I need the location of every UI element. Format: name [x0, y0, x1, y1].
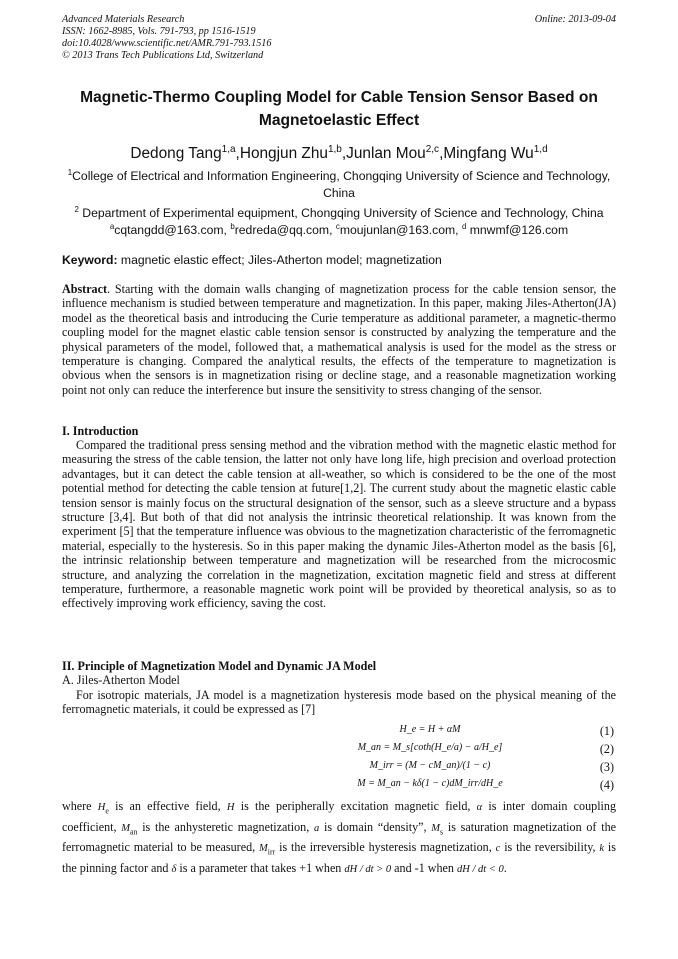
- where-text: where: [62, 799, 98, 813]
- affiliation-1-text: College of Electrical and Information Engineering, Chongqing University of Science and Technology, China: [72, 169, 611, 200]
- author-1: Dedong Tang: [130, 145, 222, 162]
- abstract: [62, 282, 616, 397]
- ja-model-subheading: A. Jiles-Atherton Model: [62, 673, 180, 687]
- var-H: H: [226, 802, 235, 813]
- var-c: c: [495, 843, 501, 854]
- paper-title: [62, 86, 616, 132]
- var-delta: δ: [171, 863, 177, 875]
- equation-1: H_e = H + αM: [399, 724, 461, 735]
- affiliation-2: [62, 205, 616, 222]
- email-a-sup: a: [109, 221, 115, 231]
- var-He-sub: e: [105, 806, 109, 816]
- principle-heading: II. Principle of Magnetization Model and Dynamic JA Model: [62, 659, 377, 673]
- where-text: .: [503, 860, 507, 875]
- equation-2-number: (2): [599, 742, 614, 756]
- var-Mirr: M: [259, 843, 268, 854]
- var-a: a: [314, 822, 320, 834]
- email-d-sup: d: [461, 221, 467, 231]
- where-text: is saturation magnetization of the ferromagnetic material to be measured,: [62, 819, 616, 854]
- author-4: ,Mingfang Wu: [439, 145, 534, 162]
- where-text: is the anhysteretic magnetization,: [137, 819, 314, 834]
- where-text: is domain “density”,: [319, 819, 432, 834]
- var-k: k: [599, 843, 605, 854]
- equation-2: M_an = M_s[coth(H_e/a) − a/H_e]: [357, 742, 503, 753]
- keywords: [62, 252, 616, 268]
- condition-positive: dH / dt > 0: [344, 863, 392, 875]
- var-Ms-sub: s: [440, 826, 444, 836]
- author-1-sup: 1,a: [221, 143, 236, 155]
- equation-4-number: (4): [599, 778, 614, 792]
- journal-name: Advanced Materials Research: [62, 14, 185, 25]
- author-4-sup: 1,d: [533, 143, 548, 155]
- affiliation-1-sup: 1: [67, 167, 73, 177]
- author-2: ,Hongjun Zhu: [235, 145, 328, 162]
- var-Ms: M: [431, 822, 441, 834]
- var-alpha: α: [476, 802, 483, 813]
- keywords-label: Keyword:: [62, 253, 118, 267]
- affiliation-1: [62, 168, 616, 202]
- email-list: [62, 222, 616, 239]
- equation-1-number: (1): [599, 724, 614, 738]
- email-2: redreda@qq.com,: [234, 223, 336, 237]
- where-text: is the peripherally excitation magnetic field,: [234, 799, 477, 813]
- online-date: Online: 2013-09-04: [534, 14, 616, 25]
- abstract-text: . Starting with the domain walls changing of magnetization process for the cable tension sensor, the influence mechanism is studied between temperature and magnetization. In this paper, making Jiles-Atherton(JA) model as the theoretical basis and introducing the Curie temperature as additional parameter, a magnetic-thermo coupling model for the magnet elastic cable tension sensor is constructed by analyzing the temperature and the physical parameters of the model, followed that, a mathematical analysis is used for the model as the stress or temperature is changing. Compared the analytical results, the effects of the temperature to magnetization is obvious when the sensors is in magnetization rising or decline stage, and a reasonable magnetization working point not only can reduce the interference but insure the sensitivity to stress changing of the sensor.: [62, 282, 616, 397]
- intro-paragraph: Compared the traditional press sensing method and the vibration method with the magnetic elastic method for measuring the stress of the cable tension, the latter not only have long life, high precision and overload protection advantages, but it can detect the cable tension at all-weather, so which is considered to be the one of the most potential method for detecting the cable tension at future[1,2]. The current study about the magnetic elastic cable tension sensor is mainly focus on the structural designation of the sensor, such as a sleeve structure and a bypass structure [3,4]. But both of that did not analysis the intrinsic theoretical relationship. It was known from the experiment [5] that the temperature influence was obvious to the magnetization characteristic of the ferromagnetic material, especially to the hysteresis. So in this paper making the dynamic Jiles-Atherton model as the basis [6], the intrinsic relationship between temperature and magnetization will be researched from the microcosmic structure, and analyzing the correlation in the magnetization, excitation magnetic field and stress at different temperature, furthermore, a reasonable magnetic work point will be provided by theoretical analysis, so as to effectively improving work efficiency, saving the cost.: [62, 438, 616, 611]
- equation-3: M_irr = (M − cM_an)/(1 − c): [369, 760, 491, 771]
- variable-definitions: [62, 797, 616, 879]
- doi-line: doi:10.4028/www.scientific.net/AMR.791-793.1516: [62, 38, 272, 49]
- author-list: [62, 144, 616, 164]
- where-text: is the irreversible hysteresis magnetization,: [275, 840, 496, 854]
- author-2-sup: 1,b: [327, 143, 342, 155]
- equation-4: M = M_an − kδ(1 − c)dM_irr/dH_e: [357, 778, 503, 789]
- affiliation-2-sup: 2: [74, 204, 79, 214]
- where-text: is the reversibility,: [500, 840, 600, 854]
- condition-negative: dH / dt < 0: [456, 863, 504, 875]
- intro-heading: I. Introduction: [62, 424, 139, 438]
- issn-line: ISSN: 1662-8985, Vols. 791-793, pp 1516-1519: [62, 26, 256, 37]
- journal-header: [62, 14, 271, 62]
- where-text: is an effective field,: [108, 799, 227, 813]
- var-He: H: [97, 802, 106, 813]
- email-1: cqtangdd@163.com,: [114, 223, 231, 237]
- title-line-1: Magnetic-Thermo Coupling Model for Cable Tension Sensor Based on: [80, 89, 598, 106]
- author-3-sup: 2,c: [425, 143, 440, 155]
- author-3: ,Junlan Mou: [341, 145, 426, 162]
- where-text: is a parameter that takes +1 when: [176, 860, 345, 875]
- var-Mirr-sub: irr: [267, 847, 276, 857]
- email-b-sup: b: [230, 221, 235, 231]
- email-4: mnwmf@126.com: [466, 223, 569, 237]
- email-c-sup: c: [335, 221, 340, 231]
- keywords-text: magnetic elastic effect; Jiles-Atherton model; magnetization: [117, 253, 442, 267]
- ja-model-paragraph: For isotropic materials, JA model is a magnetization hysteresis mode based on the physical meaning of the ferromagnetic materials, it could be expressed as [7]: [62, 688, 616, 717]
- affiliation-2-text: Department of Experimental equipment, Chongqing University of Science and Technology, China: [82, 206, 604, 220]
- email-3: moujunlan@163.com,: [339, 223, 462, 237]
- equation-3-number: (3): [599, 760, 614, 774]
- abstract-label: Abstract: [62, 282, 108, 296]
- where-text: and -1 when: [391, 860, 457, 875]
- var-Man-sub: an: [130, 826, 138, 836]
- where-text: is inter domain coupling coefficient,: [62, 799, 617, 834]
- var-Man: M: [121, 822, 131, 834]
- where-text: is the pinning factor and: [62, 840, 616, 875]
- copyright-line: © 2013 Trans Tech Publications Ltd, Switzerland: [62, 50, 264, 61]
- title-line-2: Magnetoelastic Effect: [258, 112, 420, 129]
